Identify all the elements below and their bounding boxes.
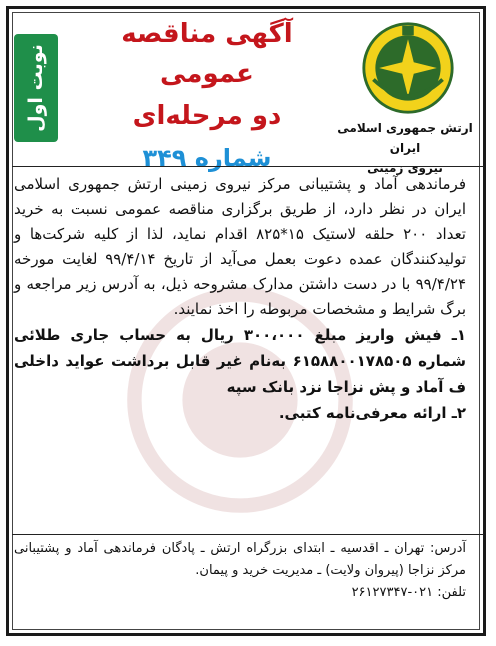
phone-label: تلفن: — [437, 585, 466, 600]
title-line-1: آگهی مناقصه عمومی — [121, 19, 293, 89]
requirement-item-1: ۱ـ فیش واریز مبلغ ۳۰۰،۰۰۰ ریال به حساب جاری طلائی شماره ۶۱۵۸۸۰۰۱۷۸۵۰۵ به‌نام غیر قابل برداشت عواید داخلی ف آماد و پش نزاجا نزد بانک سپه — [14, 326, 467, 396]
organization-name — [330, 118, 480, 178]
org-line-1: ارتش جمهوری اسلامی ایران — [337, 121, 473, 155]
first-publication-badge — [14, 34, 58, 142]
address-divider — [12, 534, 484, 535]
notice-title — [82, 14, 332, 178]
title-line-2: دو مرحله‌ای — [132, 101, 282, 131]
address-text: آدرس: تهران ـ اقدسیه ـ ابتدای بزرگراه ارتش ـ پادگان فرماندهی آماد و پشتیبانی مرکز نزاجا (پیروان ولایت) ـ مدیریت خرید و پیمان. — [14, 541, 466, 578]
tender-number: شماره ۳۴۹ — [142, 144, 272, 172]
phone-line — [14, 582, 466, 604]
header-divider — [12, 166, 484, 167]
requirement-item-2: ۲ـ ارائه معرفی‌نامه کتبی. — [278, 404, 466, 422]
contact-block — [14, 538, 466, 604]
body-paragraph: فرماندهی آماد و پشتیبانی مرکز نیروی زمینی ارتش جمهوری اسلامی ایران در نظر دارد، از طریق برگزاری مناقصه عمومی نسبت به خرید تعداد ۲۰۰ حلقه لاستیک ۱۵*۸۲۵ اقدام نماید، لذا از کلیه شرکت‌ها و تولیدکنندگان عمده دعوت بعمل می‌آید از تاریخ ۹۹/۴/۱۴ لغایت مورخه ۹۹/۴/۲۴ با در دست داشتن مدارک مشروحه ذیل، به آدرس زیر مراجعه و برگ شرایط و مشخصات مربوطه را اخذ نمایند. — [14, 175, 466, 318]
phone-number: ۲۶۱۲۷۳۴۷-۰۲۱ — [351, 585, 434, 600]
notice-body — [14, 172, 466, 426]
badge-label: نوبت اول — [25, 44, 47, 132]
army-emblem-icon — [360, 20, 456, 116]
org-line-2: نیروی زمینی — [367, 161, 443, 175]
